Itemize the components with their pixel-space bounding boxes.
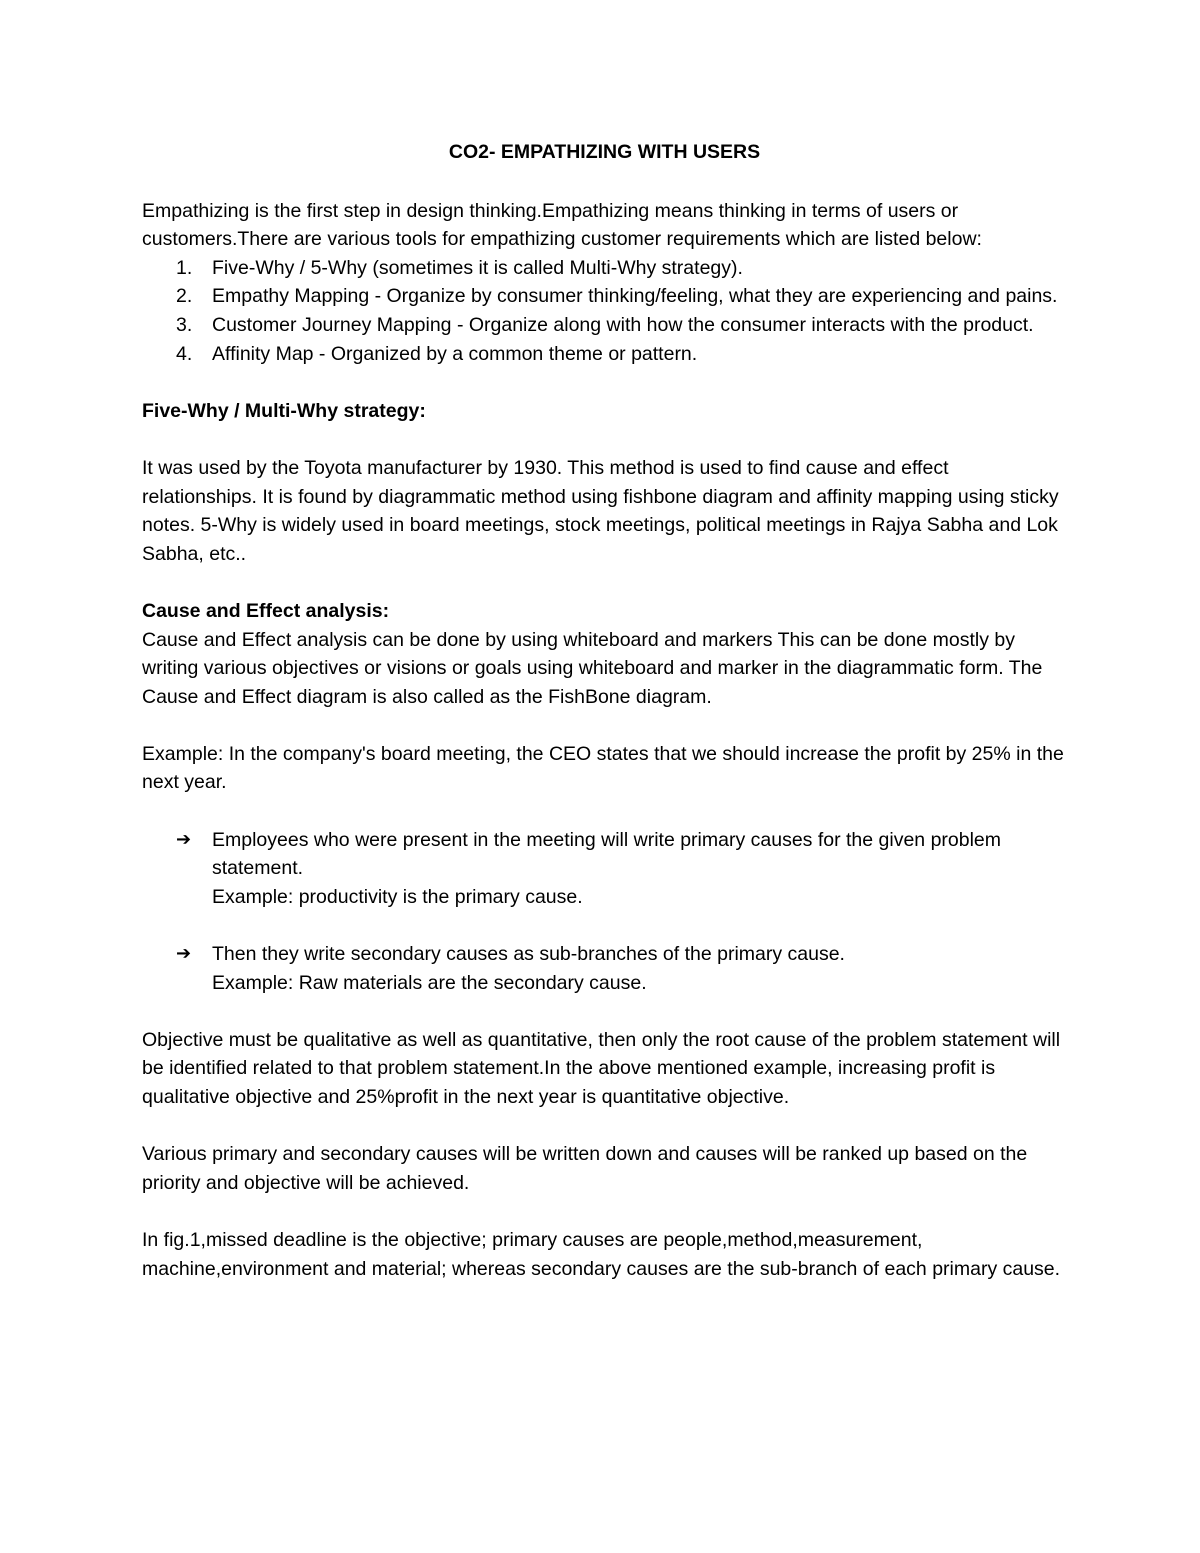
page-title: CO2- EMPATHIZING WITH USERS: [448, 141, 761, 163]
bullet-text: Employees who were present in the meeting will write primary causes for the given problem statement.: [212, 828, 1002, 880]
document-page: [142, 138, 1067, 1283]
five-why-paragraph: It was used by the Toyota manufacturer by 1930. This method is used to find cause and effect relationships. It is found by diagrammatic method using fishbone diagram and affinity mapping using sticky notes. 5-Why is widely used in board meetings, stock meetings, political meetings in Rajya Sabha and Lok Sabha, etc..: [142, 456, 1059, 565]
list-item: [142, 282, 1067, 311]
list-item-text: Five-Why / 5-Why (sometimes it is called Multi-Why strategy).: [212, 256, 743, 279]
cause-effect-paragraph: Cause and Effect analysis can be done by using whiteboard and markers This can be done mostly by writing various objectives or visions or goals using whiteboard and marker in the diagrammatic form. The Cause and Effect diagram is also called as the FishBone diagram.: [142, 628, 1043, 708]
cause-bullets: [142, 826, 1067, 912]
spacer: [142, 425, 1067, 454]
spacer: [142, 711, 1067, 740]
bullet-example: Example: Raw materials are the secondary cause.: [212, 971, 647, 994]
bullet-example: Example: productivity is the primary cause.: [212, 885, 583, 908]
list-item-text: Affinity Map - Organized by a common theme or pattern.: [212, 342, 698, 365]
arrow-bullet-icon: ➔: [176, 943, 192, 965]
list-item: [142, 826, 1067, 912]
list-item: [142, 940, 1067, 997]
cause-bullets-secondary: [142, 940, 1067, 997]
spacer: [142, 1112, 1067, 1141]
spacer: [142, 568, 1067, 597]
tools-list: [142, 254, 1067, 368]
five-why-heading: Five-Why / Multi-Why strategy:: [142, 399, 426, 422]
bullet-text: Then they write secondary causes as sub-branches of the primary cause.: [212, 943, 845, 966]
spacer: [142, 997, 1067, 1026]
cause-effect-heading: Cause and Effect analysis:: [142, 599, 390, 622]
list-number: 1.: [176, 256, 193, 279]
spacer: [142, 1197, 1067, 1226]
list-item: [142, 254, 1067, 283]
list-item: [142, 340, 1067, 369]
intro-paragraph: Empathizing is the first step in design thinking.Empathizing means thinking in terms of users or customers.There are various tools for empathizing customer requirements which are listed below:: [142, 199, 982, 251]
list-item: [142, 311, 1067, 340]
spacer: [142, 368, 1067, 397]
list-number: 2.: [176, 285, 193, 308]
list-item-text: Customer Journey Mapping - Organize along with how the consumer interacts with the product.: [212, 313, 1034, 336]
spacer: [142, 911, 1067, 940]
list-number: 3.: [176, 313, 193, 336]
objective-paragraph: Objective must be qualitative as well as quantitative, then only the root cause of the problem statement will be identified related to that problem statement.In the above mentioned example, increasing profit is qualitative objective and 25%profit in the next year is quantitative objective.: [142, 1028, 1061, 1108]
spacer: [142, 797, 1067, 826]
figure-note-paragraph: In fig.1,missed deadline is the objective; primary causes are people,method,measurement, machine,environment and material; whereas secondary causes are the sub-branch of each primary cause.: [142, 1228, 1061, 1280]
list-number: 4.: [176, 342, 193, 365]
list-item-text: Empathy Mapping - Organize by consumer thinking/feeling, what they are experiencing and pains.: [212, 285, 1058, 308]
arrow-bullet-icon: ➔: [176, 828, 192, 850]
ranking-paragraph: Various primary and secondary causes will be written down and causes will be ranked up based on the priority and objective will be achieved.: [142, 1143, 1028, 1194]
example-paragraph: Example: In the company's board meeting, the CEO states that we should increase the profit by 25% in the next year.: [142, 742, 1064, 794]
